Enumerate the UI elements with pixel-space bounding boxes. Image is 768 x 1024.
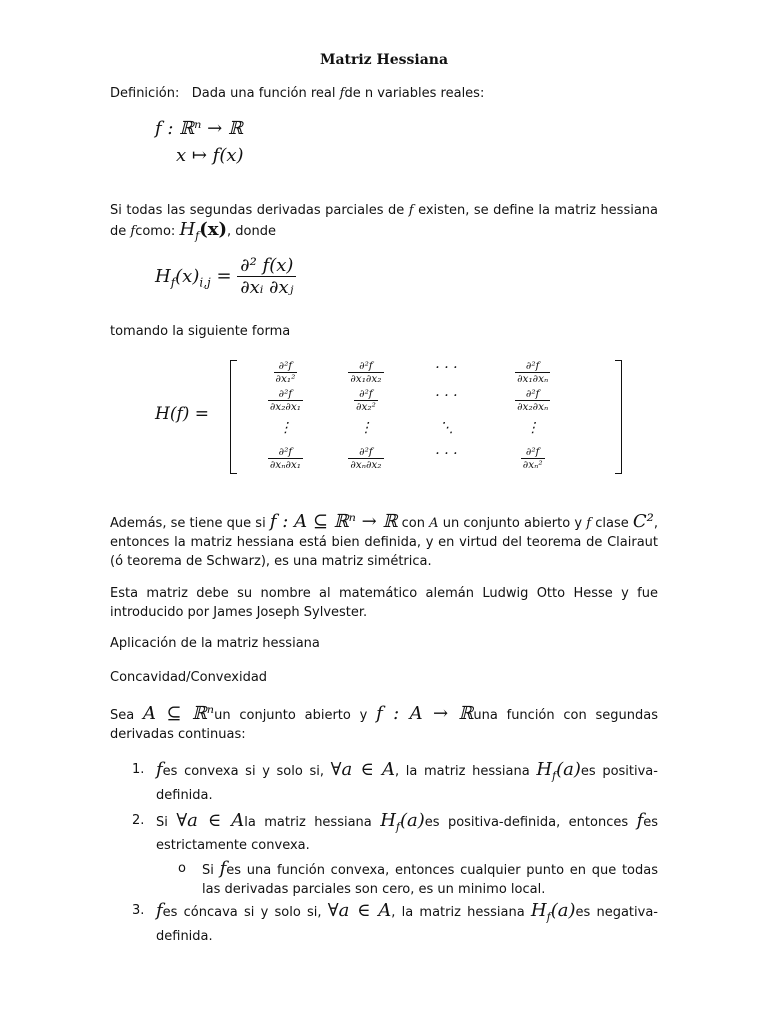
matrix-cell-1-2 [331,360,401,385]
matrix-cell-4-3: · · · [435,446,458,462]
ademas-c: un conjunto abierto y [442,516,583,531]
item3-forall: ∀a ∈ A [327,900,392,922]
matrix-cell-3-3: ⋱ [439,420,454,436]
sea-c: una función con segundas derivadas continuas: [110,708,659,742]
para1-f1: f [408,203,414,218]
item3-a: es cóncava si y solo si, [162,905,322,921]
matrix-numerator: ∂²f [348,446,383,459]
matrix-cell-2-2 [331,388,401,413]
item1-f: f [156,759,163,780]
matrix-left-bracket [230,360,237,474]
item1-hf [536,759,581,783]
sub-f: f [219,858,227,880]
item1-a: es convexa si y solo si, [162,764,324,779]
definition-label: Definición: [110,86,180,101]
paragraph-definition [110,201,658,246]
map-line-1: f : ℝⁿ → ℝ [155,118,243,139]
hessian-entry-equation [155,255,296,298]
matrix-denominator: ∂xₙ∂x₁ [269,459,302,471]
matrix-fraction [521,446,545,471]
matrix-numerator: ∂²f [348,360,383,373]
tomando-text: tomando la siguiente forma [110,324,291,339]
item2-f: f [636,809,644,831]
item2-arg: (a) [399,809,425,831]
sub-bullet: o [178,861,186,877]
eq-lhs-idx: i,j [199,275,211,290]
item1-sub: f [552,769,557,783]
matrix-cell-3-4: ⋮ [525,420,540,436]
list-item-2 [110,811,658,856]
matrix-numerator: ∂²f [274,360,298,373]
map-line-2: x ↦ f(x) [176,145,244,166]
matrix-denominator: ∂x₂∂x₁ [269,401,301,413]
eq-fraction [237,255,296,298]
eq-equals: = [216,265,232,287]
matrix-numerator: ∂²f [354,388,378,401]
ademas-d: clase [595,516,629,531]
matrix-fraction [354,388,378,413]
matrix-fraction [348,360,383,385]
matrix-cell-3-1: ⋮ [278,420,293,436]
page-title: Matriz Hessiana [319,52,449,68]
list-item-3-number: 3. [132,903,145,919]
item2-h: H [380,809,396,831]
matrix-label: H(f) = [155,404,210,424]
item3-hf [530,900,576,924]
sea-func: f : A → ℝ [376,703,474,724]
matrix-cell-1-1 [250,360,320,385]
sub-a: Si [202,863,214,879]
matrix-fraction [515,388,550,413]
item1-arg: (a) [556,759,581,780]
list-item-1 [110,760,658,805]
heading-concavidad: Concavidad/Convexidad [110,670,268,685]
ademas-b: con [401,516,425,531]
sub-item [110,859,658,899]
matrix-cell-2-4 [498,388,568,413]
paragraph-hesse: Esta matriz debe su nombre al matemático alemán Ludwig Otto Hesse y fue introducido por James Joseph Sylvester. [110,586,658,620]
para1-hf [179,219,227,243]
eq-lhs [155,265,211,290]
item1-h: H [536,759,553,780]
ademas-a: Además, se tiene que si [110,516,266,531]
item3-c: es negativa-definida. [156,905,658,944]
matrix-right-bracket [615,360,622,474]
matrix-fraction [268,446,303,471]
sub-b: es una función convexa, entonces cualquier punto en que todas las derivadas parciales son cero, es un minimo local. [202,863,658,898]
list-item-2-number: 2. [132,812,145,828]
matrix-denominator: ∂x₁² [275,373,296,385]
paragraph-sea [110,704,658,744]
item1-forall: ∀a ∈ A [330,759,395,780]
matrix-numerator: ∂²f [268,446,303,459]
item2-c: es positiva-definida, entonces [424,814,629,830]
sea-set: A ⊆ ℝⁿ [143,703,215,724]
matrix-denominator: ∂xₙ² [522,459,543,471]
definition-f: f [339,86,345,101]
definition-text2: de n variables reales: [344,86,485,101]
item3-sub: f [546,910,551,924]
para1-c: como: [135,224,176,239]
matrix-cell-4-1 [250,446,320,471]
para1-d: , donde [227,224,276,239]
ademas-A: A [429,516,439,531]
eq-lhs-h: H [155,265,171,287]
matrix-numerator: ∂²f [515,388,550,401]
item3-h: H [530,900,547,922]
matrix-denominator: ∂xₙ∂x₂ [350,459,382,471]
para1-h: H [179,219,196,240]
matrix-denominator: ∂x₁∂xₙ [517,373,549,385]
paragraph-ademas [110,512,658,571]
matrix-cell-2-1 [250,388,320,413]
matrix-fraction [515,360,550,385]
para1-a: Si todas las segundas derivadas parciales de [110,203,405,218]
item3-arg: (a) [550,900,576,922]
item1-c: es positiva-definida. [156,764,658,803]
para1-bx: (x) [199,219,227,240]
eq-lhs-sub: f [170,275,176,290]
sea-b: un conjunto abierto y [214,708,368,723]
eq-denominator: ∂xᵢ ∂xⱼ [240,277,294,298]
item3-f: f [156,900,163,922]
matrix-cell-1-4 [498,360,568,385]
para1-hf-sub: f [195,229,200,243]
matrix-numerator: ∂²f [515,360,550,373]
item2-sub: f [395,820,400,834]
matrix-numerator: ∂²f [521,446,545,459]
para1-f2: f [130,224,136,239]
matrix-cell-2-3: · · · [435,388,458,404]
item2-d: es estrictamente convexa. [156,814,659,854]
item2-a: Si [156,814,168,830]
matrix-cell-1-3: · · · [435,360,458,376]
list-item-3 [110,901,658,946]
item2-forall: ∀a ∈ A [176,809,245,831]
convexity-list [110,760,658,946]
item1-b: , la matriz hessiana [395,764,530,779]
item2-b: la matriz hessiana [244,814,372,830]
ademas-formula: f : A ⊆ ℝⁿ → ℝ [269,511,398,532]
matrix-fraction [274,360,298,385]
ademas-f: f [586,516,592,531]
matrix-numerator: ∂²f [268,388,303,401]
heading-aplicacion: Aplicación de la matriz hessiana [110,636,320,651]
ademas-c2: C² [632,511,654,532]
matrix-denominator: ∂x₁∂x₂ [350,373,382,385]
matrix-denominator: ∂x₂∂xₙ [517,401,549,413]
eq-numerator: ∂² f(x) [237,255,296,277]
ademas-e: , entonces la matriz hessiana está bien definida, y en virtud del teorema de Clairaut (ó teorema de Schwarz), es una matriz simétrica. [110,516,659,569]
item2-hf [380,809,425,834]
item3-b: , la matriz hessiana [391,905,525,921]
matrix-cell-4-4 [498,446,568,471]
eq-lhs-arg: (x) [175,265,200,287]
matrix-cell-3-2: ⋮ [358,420,373,436]
definition-text: Dada una función real [191,86,336,101]
matrix-cell-4-2 [331,446,401,471]
definition-line [110,86,484,101]
matrix-fraction [268,388,303,413]
sea-a: Sea [110,708,135,723]
list-item-1-number: 1. [132,762,145,777]
matrix-denominator: ∂x₂² [356,401,376,413]
para1-b: existen, se define la matriz hessiana de [110,203,659,239]
matrix-fraction [348,446,383,471]
